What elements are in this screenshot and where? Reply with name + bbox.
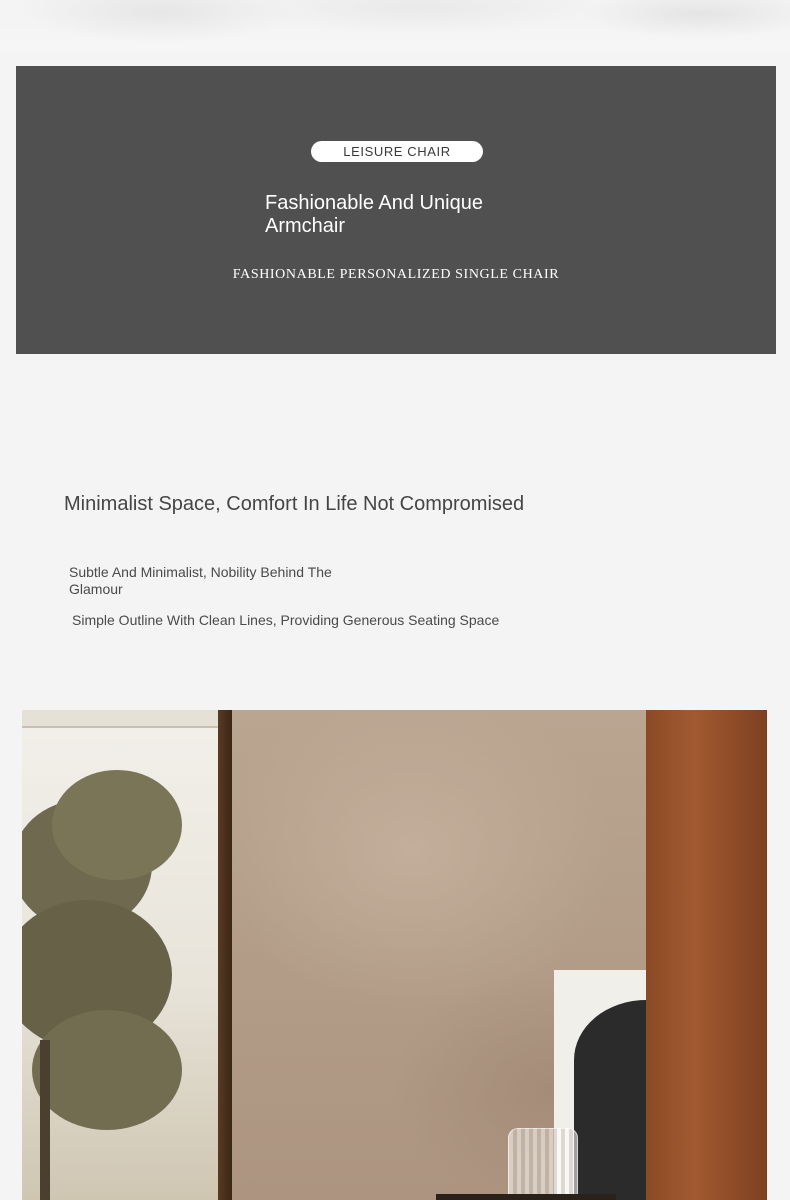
banner-subtitle: FASHIONABLE PERSONALIZED SINGLE CHAIR xyxy=(232,267,560,282)
rust-panel xyxy=(646,710,767,1200)
product-photo xyxy=(22,710,767,1200)
side-table xyxy=(436,1194,616,1200)
feature-text: Simple Outline With Clean Lines, Providing Generous Seating Space xyxy=(72,612,500,628)
banner-title: Fashionable And Unique Armchair xyxy=(265,192,483,237)
section-heading: Minimalist Space, Comfort In Life Not Compromised xyxy=(64,493,525,515)
category-pill: LEISURE CHAIR xyxy=(311,141,483,162)
lamp-icon xyxy=(508,1128,578,1200)
window-frame xyxy=(218,710,232,1200)
hero-banner xyxy=(16,66,776,354)
top-photo-strip xyxy=(0,0,790,52)
feature-text: Subtle And Minimalist, Nobility Behind The Glamour xyxy=(69,564,332,597)
photo-window xyxy=(22,710,220,1200)
